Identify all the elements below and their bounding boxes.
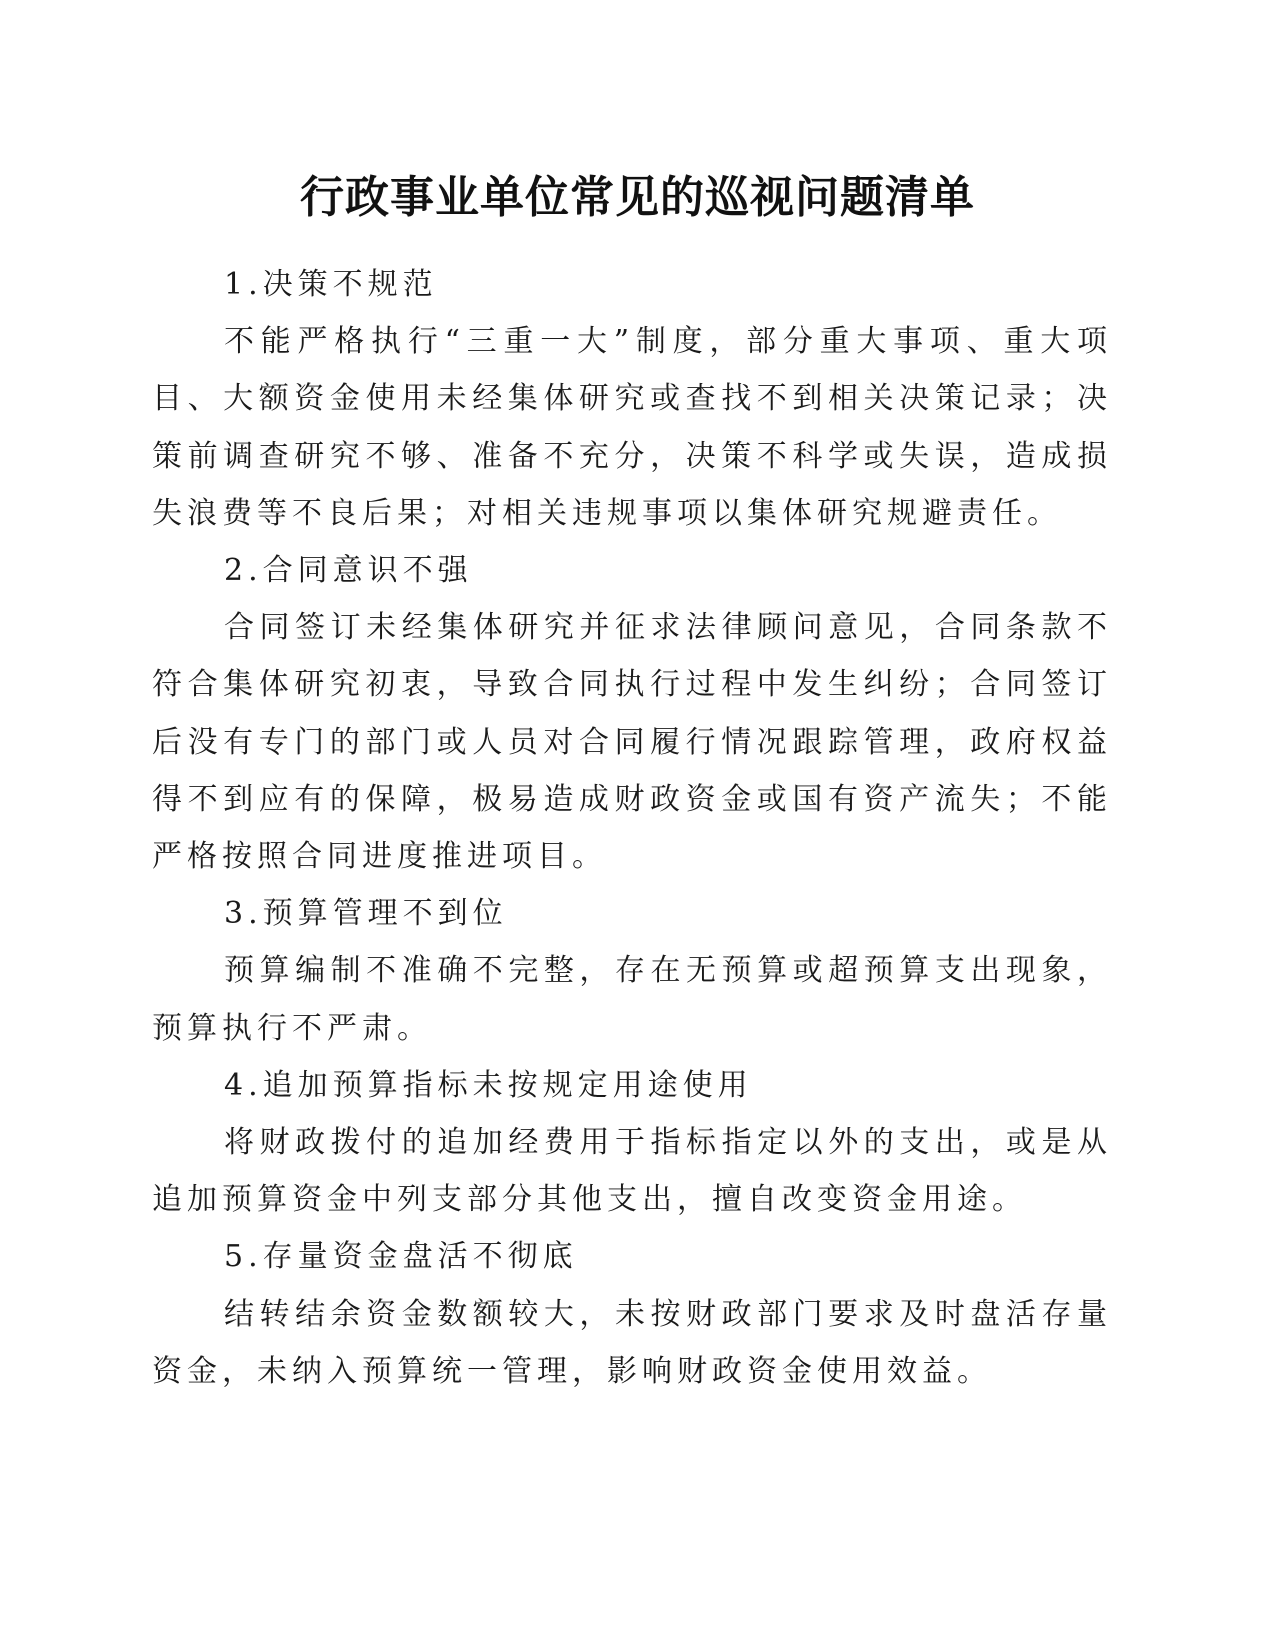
section-body-2: 合同签订未经集体研究并征求法律顾问意见，合同条款不符合集体研究初衷，导致合同执行过程中发生纠纷；合同签订后没有专门的部门或人员对合同履行情况跟踪管理，政府权益得不到应有的保障，极易造成财政资金或国有资产流失；不能严格按照合同进度推进项目。	[152, 610, 1112, 875]
section-body-1: 不能严格执行“三重一大”制度，部分重大事项、重大项目、大额资金使用未经集体研究或查找不到相关决策记录；决策前调查研究不够、准备不充分，决策不科学或失误，造成损失浪费等不良后果；对相关违规事项以集体研究规避责任。	[152, 324, 1112, 531]
section-heading-5: 5.存量资金盘活不彻底	[224, 1239, 578, 1275]
section-heading-1: 1.决策不规范	[224, 267, 438, 302]
document-body	[152, 256, 1112, 1400]
section-heading-4: 4.追加预算指标未按规定用途使用	[224, 1067, 753, 1103]
document-title: 行政事业单位常见的巡视问题清单	[300, 172, 975, 223]
section-heading-2: 2.合同意识不强	[224, 553, 473, 589]
section-body-5: 结转结余资金数额较大，未按财政部门要求及时盘活存量资金，未纳入预算统一管理，影响财政资金使用效益。	[152, 1296, 1112, 1389]
section-body-3: 预算编制不准确不完整，存在无预算或超预算支出现象，预算执行不严肃。	[152, 953, 1112, 1046]
section-body-4: 将财政拨付的追加经费用于指标指定以外的支出，或是从追加预算资金中列支部分其他支出，擅自改变资金用途。	[152, 1125, 1112, 1218]
section-heading-3: 3.预算管理不到位	[224, 896, 508, 932]
